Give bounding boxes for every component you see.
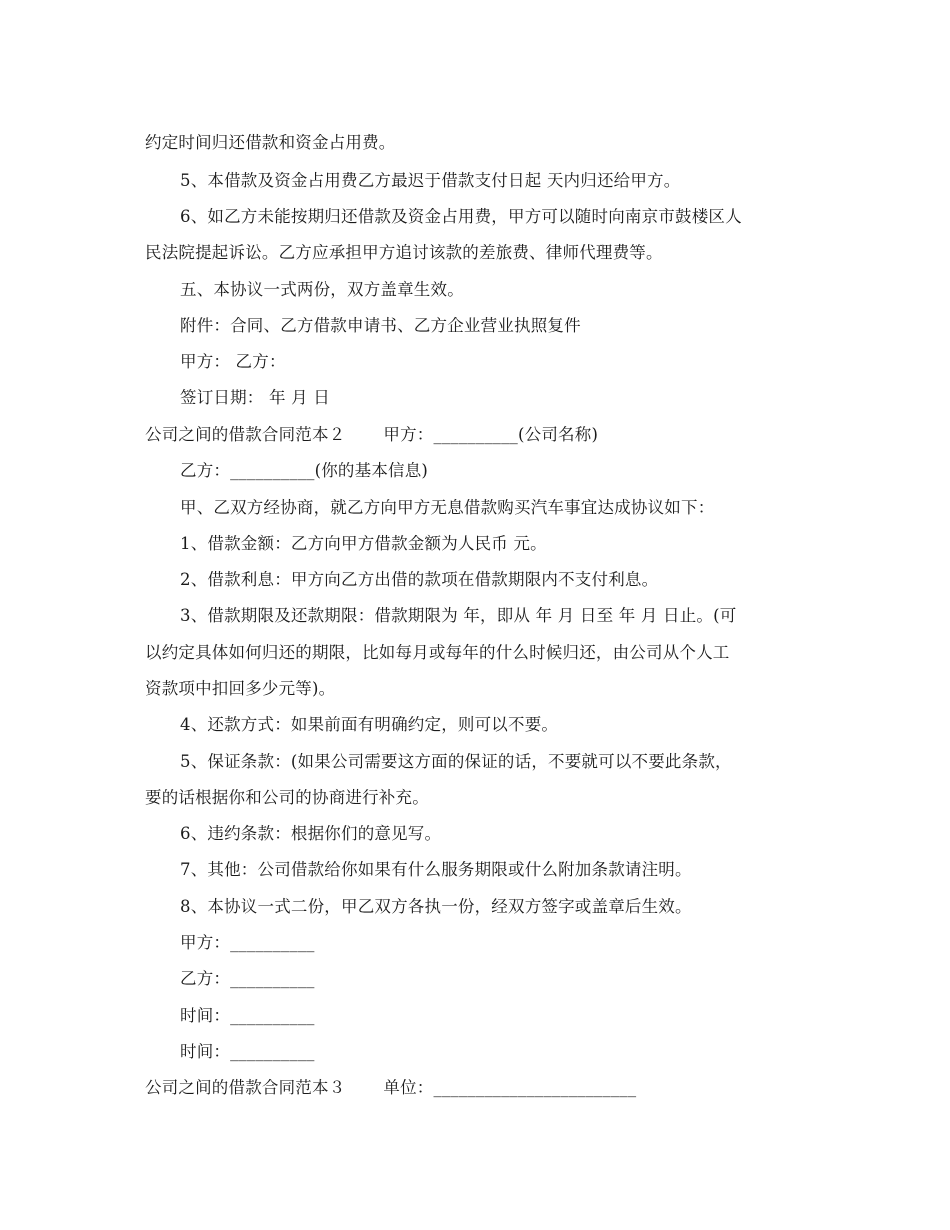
paragraph-line: 要的话根据你和公司的协商进行补充。 (145, 788, 429, 807)
paragraph-line: 6、违约条款：根据你们的意见写。 (180, 824, 442, 843)
section-title: 公司之间的借款合同范本３ (145, 1078, 346, 1097)
paragraph-line: 6、如乙方未能按期归还借款及资金占用费，甲方可以随时向南京市鼓楼区人 (180, 207, 742, 226)
paragraph-line: 4、还款方式：如果前面有明确约定，则可以不要。 (180, 715, 559, 734)
unit-field: 单位：________________________ (383, 1078, 637, 1097)
paragraph-line: 约定时间归还借款和资金占用费。 (145, 133, 396, 152)
paragraph-line: 8、本协议一式二份，甲乙双方各执一份，经双方签字或盖章后生效。 (180, 897, 692, 916)
paragraph-line: 以约定具体如何归还的期限，比如每月或每年的什么时候归还，由公司从个人工 (145, 643, 730, 662)
section-title: 公司之间的借款合同范本２ (145, 425, 346, 444)
section-heading (145, 424, 598, 446)
paragraph-line: 乙方：__________(你的基本信息) (180, 461, 429, 480)
paragraph-line: 甲方： 乙方： (180, 352, 286, 371)
paragraph-line: 1、借款金额：乙方向甲方借款金额为人民币 元。 (180, 534, 547, 553)
paragraph-line: 签订日期： 年 月 日 (180, 388, 330, 407)
paragraph-line: 资款项中扣回多少元等)。 (145, 679, 336, 698)
paragraph-line: 5、保证条款：(如果公司需要这方面的保证的话，不要就可以不要此条款， (180, 752, 732, 771)
section-heading (145, 1077, 636, 1099)
paragraph-line: 附件：合同、乙方借款申请书、乙方企业营业执照复件 (180, 316, 581, 335)
paragraph-line: 甲、乙双方经协商，就乙方向甲方无息借款购买汽车事宜达成协议如下： (180, 498, 715, 517)
date-field: 时间：__________ (180, 1042, 315, 1061)
signature-field: 乙方：__________ (180, 969, 315, 988)
party-field: 甲方：__________(公司名称) (383, 425, 599, 444)
paragraph-line: 2、借款利息：甲方向乙方出借的款项在借款期限内不支付利息。 (180, 570, 659, 589)
paragraph-line: 民法院提起诉讼。乙方应承担甲方追讨该款的差旅费、律师代理费等。 (145, 243, 663, 262)
paragraph-line: 五、本协议一式两份，双方盖章生效。 (180, 280, 464, 299)
paragraph-line: 5、本借款及资金占用费乙方最迟于借款支付日起 天内归还给甲方。 (180, 171, 681, 190)
signature-field: 甲方：__________ (180, 933, 315, 952)
paragraph-line: 3、借款期限及还款期限：借款期限为 年，即从 年 月 日至 年 月 日止。(可 (180, 606, 737, 625)
date-field: 时间：__________ (180, 1006, 315, 1025)
paragraph-line: 7、其他：公司借款给你如果有什么服务期限或什么附加条款请注明。 (180, 860, 692, 879)
